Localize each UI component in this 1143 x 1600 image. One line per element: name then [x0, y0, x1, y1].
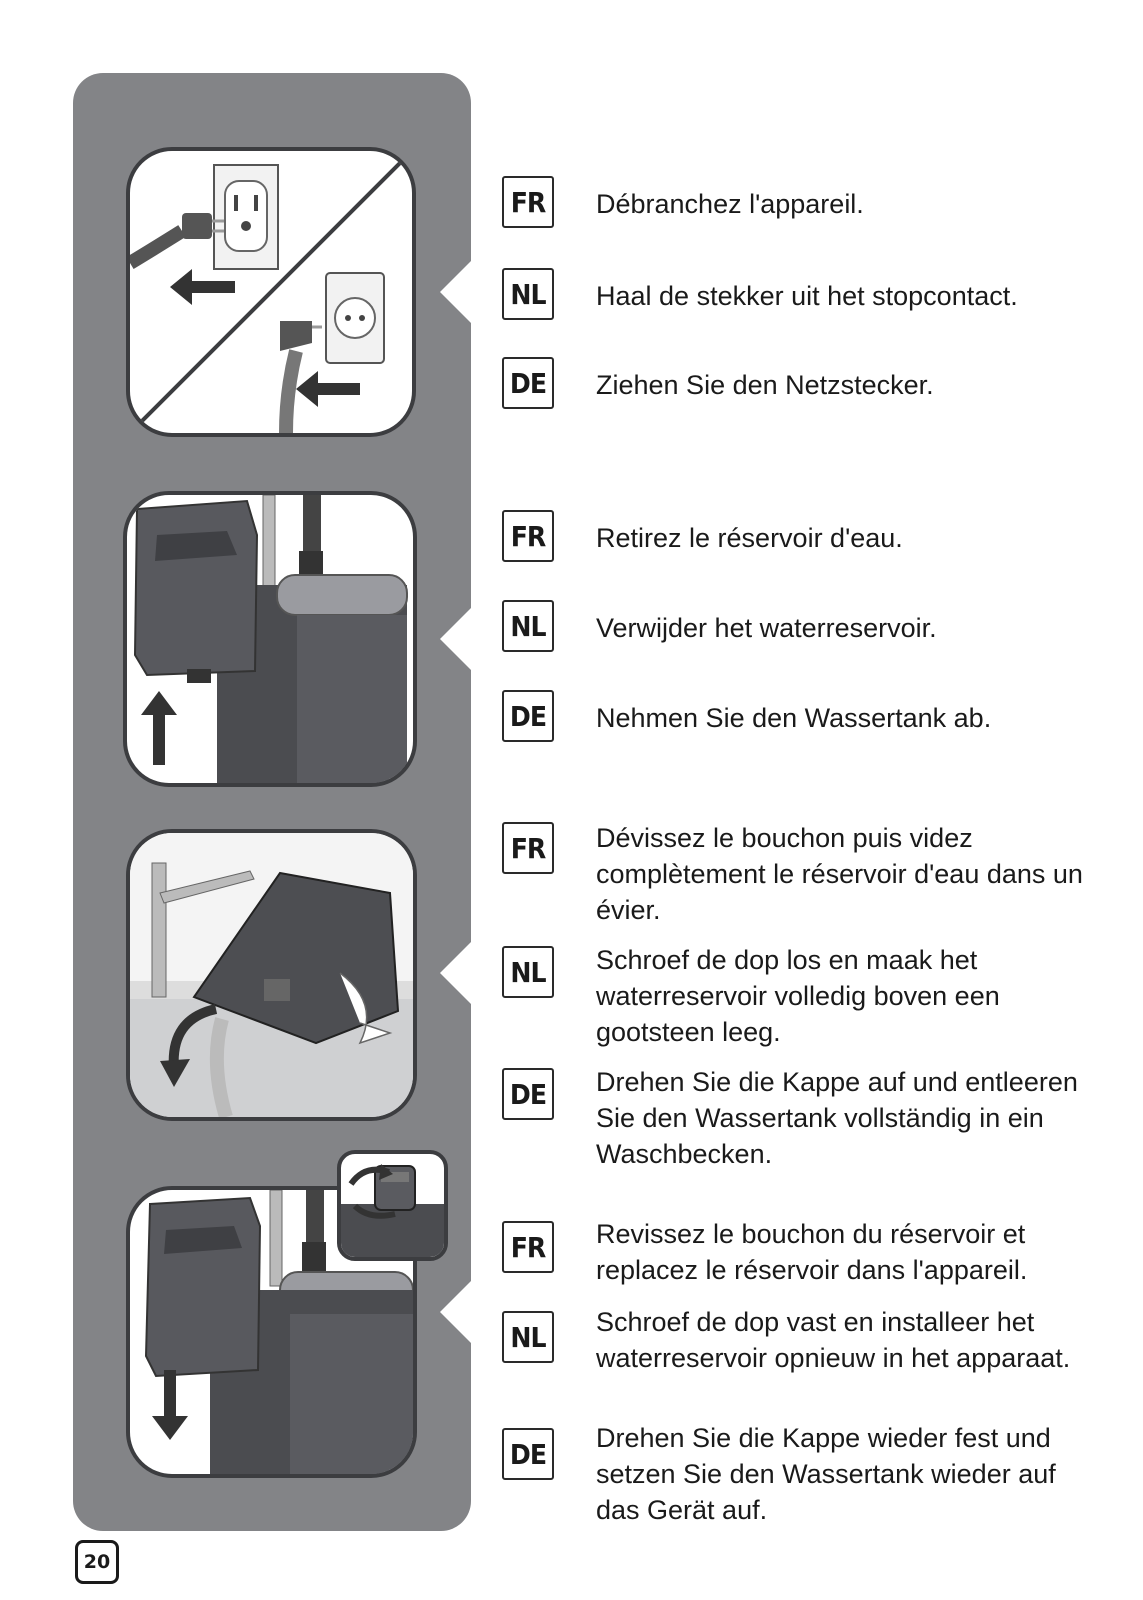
language-badge-de: DE	[502, 1428, 554, 1480]
language-badge-nl: NL	[502, 268, 554, 320]
instruction-text: Ziehen Sie den Netzstecker.	[596, 370, 934, 400]
page-number: 20	[75, 1540, 119, 1584]
sidebar-notch	[440, 258, 474, 326]
instruction-text: Drehen Sie die Kappe wieder fest und setzen Sie den Wassertank wieder auf das Gerät auf.	[596, 1423, 1056, 1525]
unplug-illustration	[126, 147, 416, 437]
language-badge-nl: NL	[502, 946, 554, 998]
empty-tank-in-sink-illustration	[126, 829, 417, 1121]
sidebar-notch	[440, 1278, 474, 1346]
instruction-text: Débranchez l'appareil.	[596, 189, 864, 219]
language-badge-nl: NL	[502, 600, 554, 652]
instruction-text: Revissez le bouchon du réservoir et replacez le réservoir dans l'appareil.	[596, 1219, 1028, 1285]
instruction-text: Dévissez le bouchon puis videz complètement le réservoir d'eau dans un évier.	[596, 823, 1083, 925]
language-badge-fr: FR	[502, 510, 554, 562]
language-badge-fr: FR	[502, 176, 554, 228]
instruction-text: Haal de stekker uit het stopcontact.	[596, 281, 1018, 311]
instruction-text: Drehen Sie die Kappe auf und entleeren Sie den Wassertank vollständig in ein Waschbecken.	[596, 1067, 1078, 1169]
language-badge-nl: NL	[502, 1311, 554, 1363]
instruction-text: Schroef de dop vast en installeer het waterreservoir opnieuw in het apparaat.	[596, 1307, 1071, 1373]
screw-cap-inset	[337, 1150, 448, 1261]
sidebar-notch	[440, 939, 474, 1007]
language-badge-fr: FR	[502, 1221, 554, 1273]
sidebar-notch	[440, 605, 474, 673]
instruction-text: Verwijder het waterreservoir.	[596, 613, 937, 643]
instruction-text: Nehmen Sie den Wassertank ab.	[596, 703, 992, 733]
language-badge-de: DE	[502, 357, 554, 409]
language-badge-de: DE	[502, 1068, 554, 1120]
language-badge-de: DE	[502, 690, 554, 742]
instruction-text: Schroef de dop los en maak het waterreservoir volledig boven een gootsteen leeg.	[596, 945, 1000, 1047]
instruction-text: Retirez le réservoir d'eau.	[596, 523, 903, 553]
language-badge-fr: FR	[502, 822, 554, 874]
remove-water-tank-illustration	[123, 491, 417, 787]
